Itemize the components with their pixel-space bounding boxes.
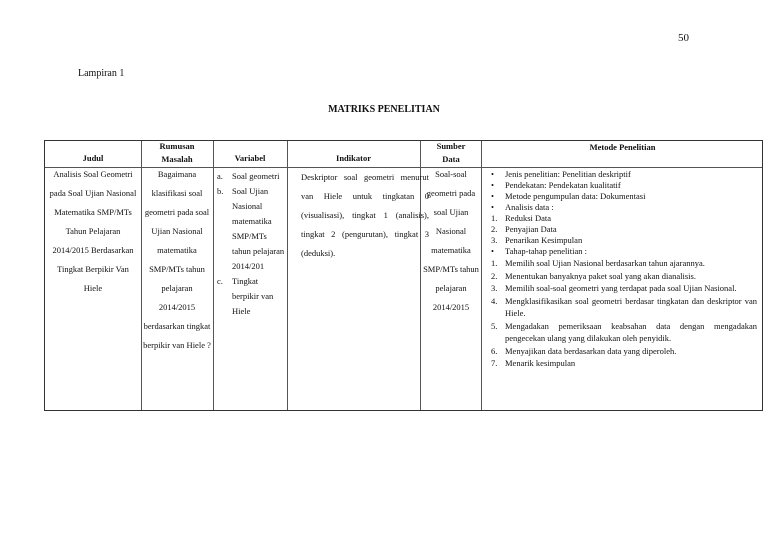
variabel-item-text: Tingkat berpikir van Hiele [232,276,274,316]
variabel-item-text: Soal geometri [232,171,280,181]
list-number: 6. [491,345,498,356]
document-title: MATRIKS PENELITIAN [328,104,440,115]
column-divider [213,141,214,410]
variabel-item [217,169,285,184]
column-divider [287,141,288,410]
metode-list [491,169,757,370]
bullet-icon: • [491,169,494,179]
header-indikator: Indikator [336,153,371,163]
metode-bullet: Metode pengumpulan data: Dokumentasi [505,191,646,201]
variabel-item-text: Soal Ujian Nasional matematika SMP/MTs tahun pelajaran 2014/201 [232,186,285,271]
sumber-cell: Soal-soal geometri pada soal Ujian Nasional matematika SMP/MTs tahun pelajaran 2014/2015 [423,169,479,312]
list-number: 3. [491,235,498,245]
bullet-icon: • [491,191,494,201]
tahap-step: Memilih soal Ujian Nasional berdasarkan tahun ajarannya. [505,258,705,268]
metode-bullet: Analisis data : [505,202,554,212]
metode-bullet: Jenis penelitian: Penelitian deskriptif [505,169,631,179]
variabel-marker: b. [217,186,224,196]
bullet-icon: • [491,202,494,212]
list-number: 1. [491,258,498,268]
tahap-step: Menarik kesimpulan [505,358,576,368]
bullet-icon: • [491,246,494,256]
tahap-step: Mengklasifikasikan soal geometri berdasar tingkatan dan deskriptor van Hiele. [505,295,757,318]
page-number: 50 [678,32,689,44]
tahap-step: Menyajikan data berdasarkan data yang diperoleh. [505,345,677,356]
list-number: 2. [491,224,498,234]
variabel-list [217,169,285,319]
header-metode: Metode Penelitian [589,142,656,152]
variabel-marker: c. [217,276,223,286]
judul-cell: Analisis Soal Geometri pada Soal Ujian Nasional Matematika SMP/MTs Tahun Pelajaran 2014/2015 Berdasarkan Tingkat Berpikir Van Hiele [49,169,137,293]
indikator-cell: Deskriptor soal geometri menurut van Hiele untuk tingkatan 0 (visualisasi), tingkat 1 (analisis), tingkat 2 (pengurutan), tingkat 3 (deduksi). [301,172,429,258]
bullet-icon: • [491,180,494,190]
header-sumber: Sumber Data [436,141,466,164]
appendix-label: Lampiran 1 [78,68,125,79]
rumusan-cell: Bagaimana klasifikasi soal geometri pada soal Ujian Nasional matematika SMP/MTs tahun pelajaran 2014/2015 berdasarkan tingkat berpikir van Hiele ? [143,169,211,350]
variabel-item [217,184,285,274]
tahap-step: Memilih soal-soal geometri yang terdapat pada soal Ujian Nasional. [505,283,737,293]
variabel-marker: a. [217,171,223,181]
column-divider [481,141,482,410]
column-divider [141,141,142,410]
list-number: 5. [491,320,498,331]
header-variabel: Variabel [234,153,266,163]
list-number: 2. [491,270,498,281]
header-rumusan: Rumusan Masalah [159,141,195,164]
list-number: 7. [491,358,498,368]
analisis-step: Penyajian Data [505,224,557,234]
tahap-step: Menentukan banyaknya paket soal yang akan dianalisis. [505,270,696,281]
variabel-item [217,274,285,319]
metode-bullet: Tahap-tahap penelitian : [505,246,588,256]
analisis-step: Reduksi Data [505,213,552,223]
analisis-step: Penarikan Kesimpulan [505,235,583,245]
metode-bullet: Pendekatan: Pendekatan kualitatif [505,180,621,190]
list-number: 3. [491,283,498,293]
tahap-step: Mengadakan pemeriksaan keabsahan data dengan mengadakan pengecekan ulang yang dilakukan oleh penyidik. [505,320,757,343]
list-number: 1. [491,213,498,223]
header-judul: Judul [82,153,104,163]
research-matrix-table [44,140,763,411]
list-number: 4. [491,295,498,306]
